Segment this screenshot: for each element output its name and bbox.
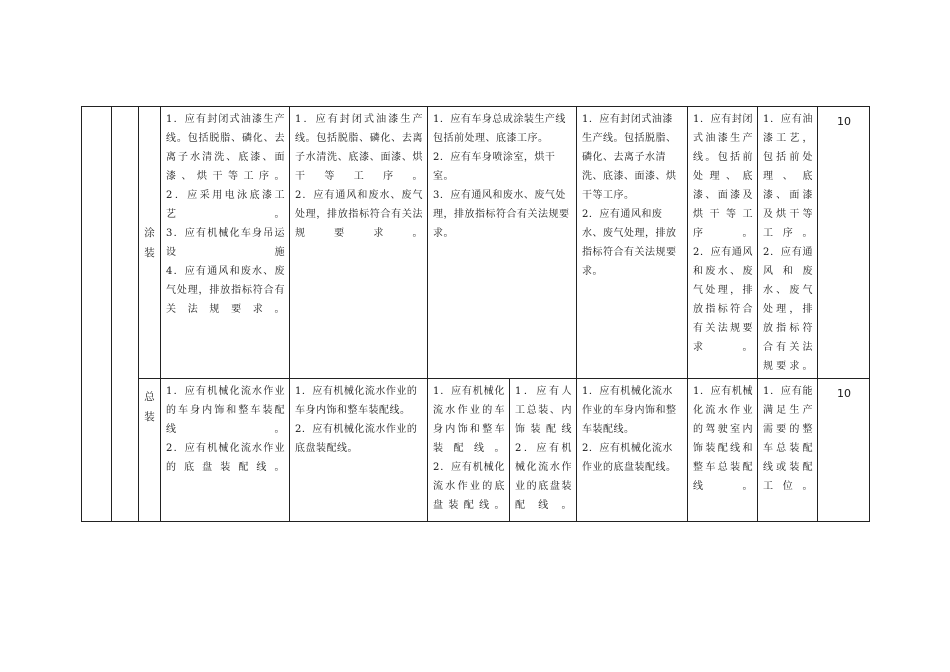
blank-cell-col-a: [82, 107, 112, 522]
requirement-cell: [510, 379, 577, 522]
requirement-cell: [688, 379, 758, 522]
blank-cell-col-b: [112, 107, 139, 522]
requirement-line: 2．应有机械化流水作业的底盘装配线。: [515, 443, 572, 511]
requirement-line: 1．应有能满足生产需要的整车总装配线或装配工位。: [763, 386, 813, 492]
requirement-line: 1．应有封闭式油漆生产线。包括脱脂、磷化、去离子水清洗、底漆、面漆、烘干等工序。: [582, 114, 677, 201]
requirement-cell: [577, 379, 688, 522]
requirement-line: 2．应有通风和废水、废气处理，排放指标符合有关法规要求。: [582, 209, 677, 277]
requirement-cell: [290, 107, 428, 379]
requirement-line: 2．应有车身喷涂室，烘干室。: [433, 152, 556, 182]
requirement-line: 2．应有机械化流水作业的底盘装配线。: [295, 424, 418, 454]
table-row-assembly: [82, 379, 870, 522]
requirement-line: 1．应有封闭式油漆生产线。包括脱脂、磷化、去离子水清洗、底漆、面漆、烘干等工序。: [166, 114, 285, 182]
requirement-line: 2．应有机械化流水作业的底盘装配线。: [582, 443, 677, 473]
requirement-line: 1．应有车身总成涂装生产线包括前处理、底漆工序。: [433, 114, 566, 144]
requirements-table: [81, 106, 870, 522]
requirement-line: 1．应有机械化流水作业的车身内饰和整车装配线。: [433, 386, 505, 454]
requirement-line: 3．应有机械化车身吊运设施: [166, 228, 285, 258]
requirement-line: 2．应有通风和废水、废气处理，排放指标符合有关法规要求。: [693, 247, 753, 353]
requirement-cell: [577, 107, 688, 379]
requirement-line: 2．应采用电泳底漆工艺。: [166, 190, 285, 220]
requirement-line: 1．应有封闭式油漆生产线。包括脱脂、磷化、去离子水清洗、底漆、面漆、烘干等工序。: [295, 114, 423, 182]
requirement-line: 1．应有人工总装、内饰装配线: [515, 386, 572, 435]
score-cell: 10: [818, 107, 870, 379]
requirement-cell: [758, 107, 818, 379]
category-cell: 涂装: [139, 107, 161, 379]
requirement-line: 2．应有通风和废水、废气处理，排放指标符合有关法规要求。: [295, 190, 423, 239]
requirement-cell: [428, 107, 577, 379]
requirement-line: 1．应有机械化流水作业的驾驶室内饰装配线和整车总装配线。: [693, 386, 753, 492]
requirement-cell: [161, 379, 290, 522]
requirement-line: 1．应有机械化流水作业的车身内饰和整车装配线。: [295, 386, 418, 416]
score-cell: 10: [818, 379, 870, 522]
requirement-line: 1．应有油漆工艺，包括前处理、底漆、面漆及烘干等工序。: [763, 114, 813, 239]
requirement-cell: [758, 379, 818, 522]
requirement-line: 1．应有机械化流水作业的车身内饰和整车装配线。: [582, 386, 677, 435]
requirement-cell: [688, 107, 758, 379]
table-row-painting: [82, 107, 870, 379]
requirement-line: 2．应有机械化流水作业的底盘装配线。: [433, 462, 505, 511]
requirement-cell: [290, 379, 428, 522]
requirement-line: 3．应有通风和废水、废气处理，排放指标符合有关法规要求。: [433, 190, 570, 239]
requirement-line: 2．应有通风和废水、废气处理，排放指标符合有关法规要求。: [763, 247, 813, 372]
requirement-cell: [161, 107, 290, 379]
requirement-line: 2．应有机械化流水作业的底盘装配线。: [166, 443, 285, 473]
requirement-line: 1．应有封闭式油漆生产线。包括前处理、底漆、面漆及烘干等工序。: [693, 114, 753, 239]
requirement-line: 1．应有机械化流水作业的车身内饰和整车装配线。: [166, 386, 285, 435]
category-cell: 总装: [139, 379, 161, 522]
requirement-cell: [428, 379, 510, 522]
requirement-line: 4．应有通风和废水、废气处理，排放指标符合有关法规要求。: [166, 266, 285, 315]
